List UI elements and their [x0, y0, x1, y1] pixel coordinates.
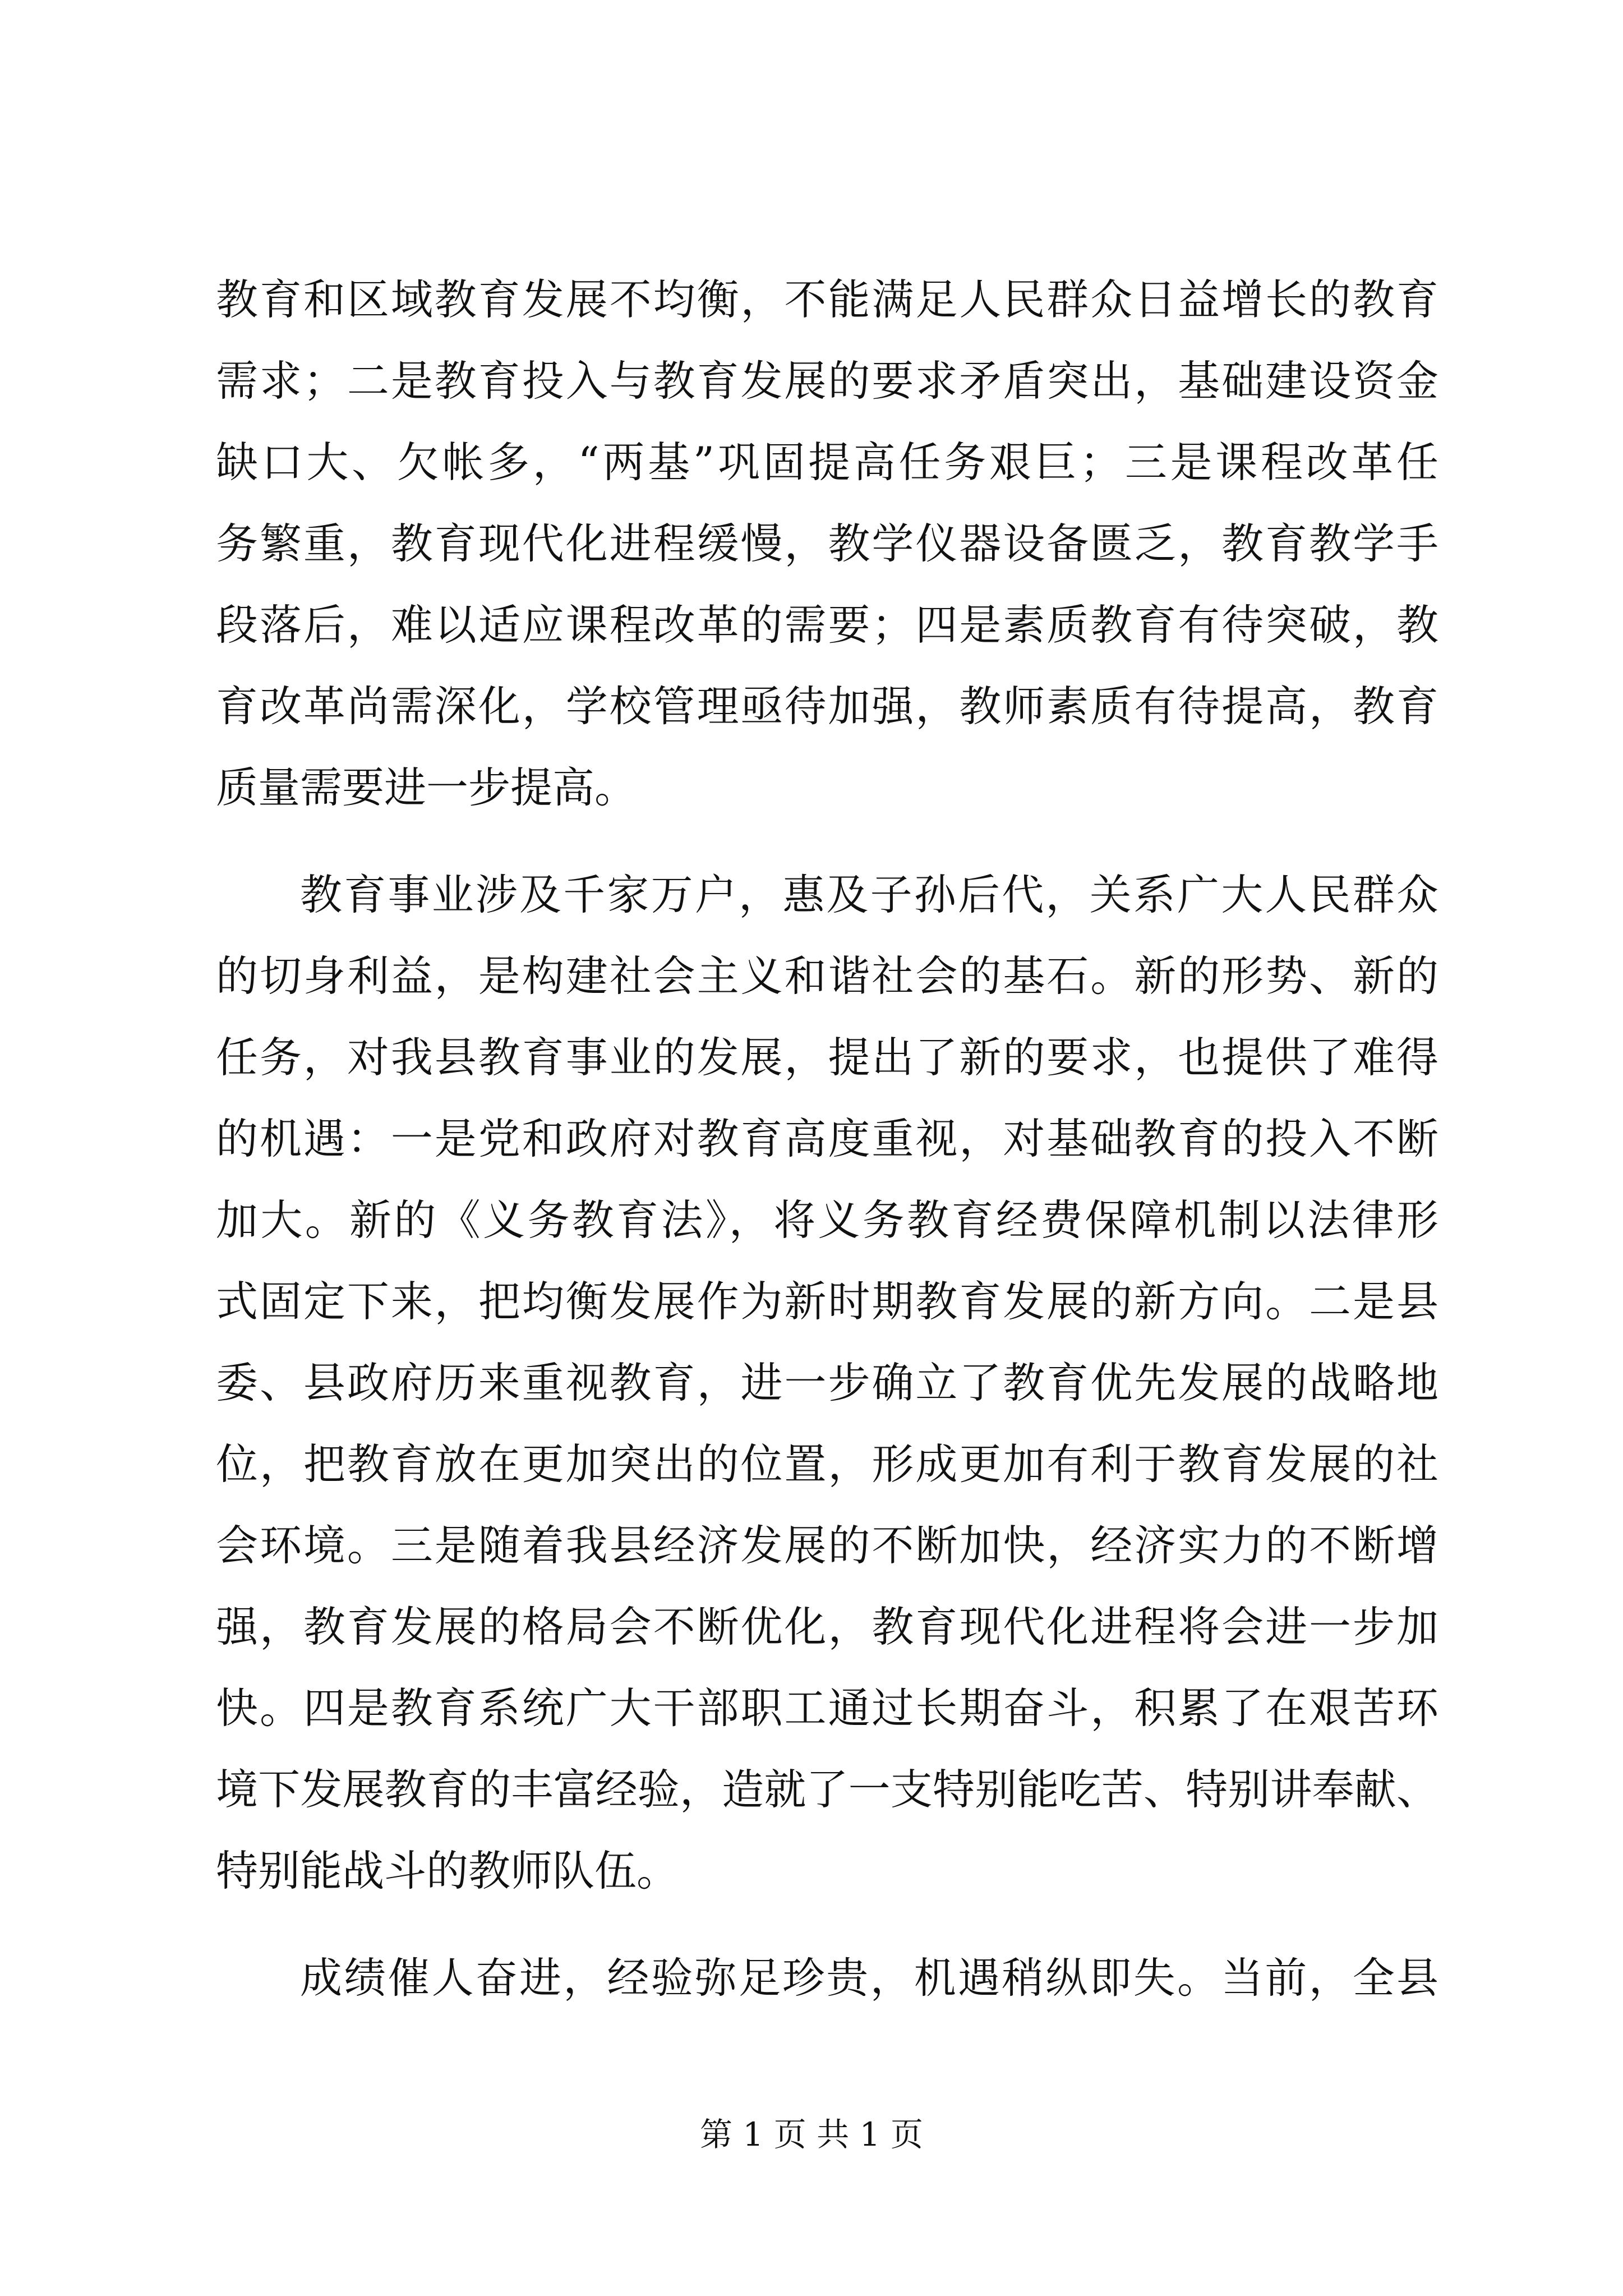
text-line: 加大。新的《义务教育法》，将义务教育经费保障机制以法律形	[216, 1195, 1438, 1245]
paragraph-spacer	[216, 1912, 1438, 1938]
text-line: 教育事业涉及千家万户，惠及子孙后代，关系广大人民群众	[300, 870, 1438, 919]
text-line: 务繁重，教育现代化进程缓慢，教学仪器设备匮乏，教育教学手	[216, 519, 1438, 568]
text-line: 强，教育发展的格局会不断优化，教育现代化进程将会进一步加	[216, 1602, 1438, 1651]
paragraph-1	[216, 259, 1438, 829]
text-line: 段落后，难以适应课程改革的需要；四是素质教育有待突破，教	[216, 600, 1438, 650]
text-line: 快。四是教育系统广大干部职工通过长期奋斗，积累了在艰苦环	[216, 1683, 1438, 1733]
text-line: 位，把教育放在更加突出的位置，形成更加有利于教育发展的社	[216, 1439, 1438, 1489]
text-line: 教育和区域教育发展不均衡，不能满足人民群众日益增长的教育	[216, 275, 1438, 324]
text-line: 成绩催人奋进，经验弥足珍贵，机遇稍纵即失。当前，全县	[300, 1953, 1438, 2003]
text-line: 委、县政府历来重视教育，进一步确立了教育优先发展的战略地	[216, 1358, 1438, 1407]
text-line: 会环境。三是随着我县经济发展的不断加快，经济实力的不断增	[216, 1521, 1438, 1570]
page-footer: 第 1 页 共 1 页	[700, 2115, 923, 2154]
text-line: 境下发展教育的丰富经验，造就了一支特别能吃苦、特别讲奉献、	[216, 1765, 1438, 1814]
text-line: 质量需要进一步提高。	[216, 763, 637, 812]
text-line: 式固定下来，把均衡发展作为新时期教育发展的新方向。二是县	[216, 1277, 1438, 1326]
text-line: 需求；二是教育投入与教育发展的要求矛盾突出，基础建设资金	[216, 356, 1438, 406]
text-line: 育改革尚需深化，学校管理亟待加强，教师素质有待提高，教育	[216, 682, 1438, 731]
text-line: 的机遇：一是党和政府对教育高度重视，对基础教育的投入不断	[216, 1114, 1438, 1163]
text-line: 的切身利益，是构建社会主义和谐社会的基石。新的形势、新的	[216, 951, 1438, 1001]
document-body	[216, 259, 1438, 2019]
paragraph-2	[216, 854, 1438, 1912]
text-line: 特别能战斗的教师队伍。	[216, 1846, 679, 1895]
paragraph-spacer	[216, 829, 1438, 854]
text-line: 缺口大、欠帐多，“两基”巩固提高任务艰巨；三是课程改革任	[216, 438, 1438, 487]
text-line: 任务，对我县教育事业的发展，提出了新的要求，也提供了难得	[216, 1033, 1438, 1082]
paragraph-3	[216, 1938, 1438, 2019]
